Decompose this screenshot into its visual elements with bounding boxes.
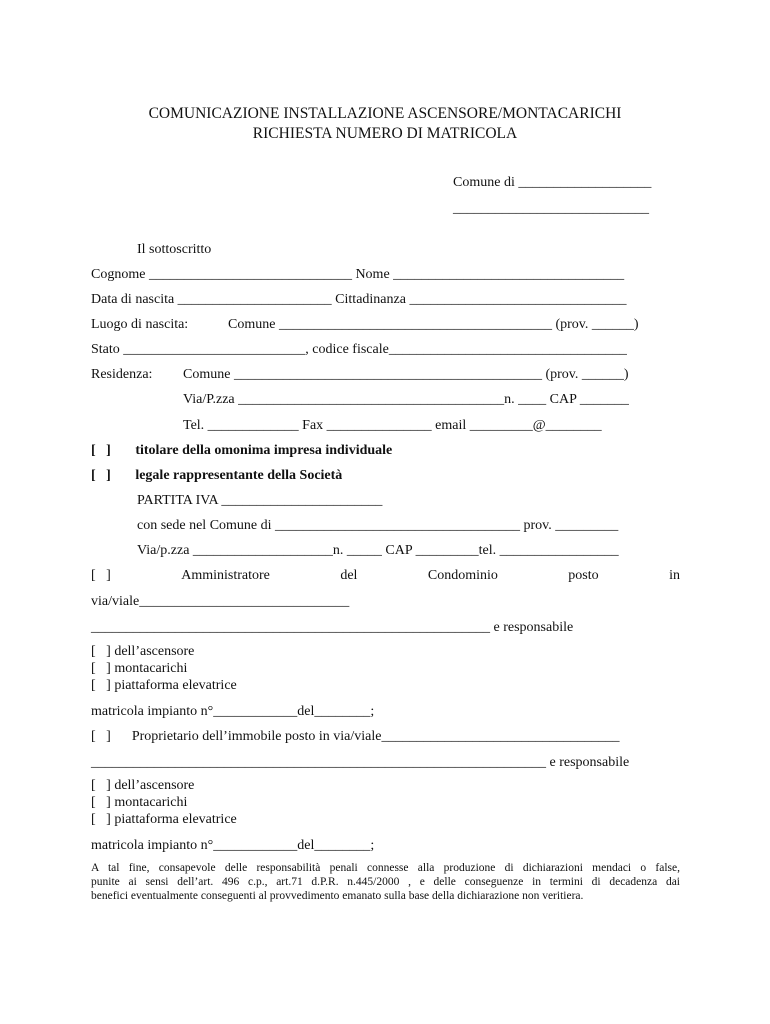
residenza-tel-field[interactable]: Tel. _____________ Fax _______________ email _________@________ bbox=[183, 418, 602, 433]
amm-word-2: Amministratore bbox=[181, 568, 270, 583]
piattaforma-checkbox-2[interactable]: [ ] piattaforma elevatrice bbox=[91, 812, 237, 827]
stato-cf-field[interactable]: Stato __________________________, codice fiscale__________________________________ bbox=[91, 342, 627, 357]
amm-responsabile-field[interactable]: _________________________________________________________ e responsabile bbox=[91, 620, 574, 635]
amministratore-checkbox[interactable] bbox=[91, 568, 680, 584]
luogo-nascita-label: Luogo di nascita: bbox=[91, 317, 189, 332]
sede-field[interactable]: con sede nel Comune di ___________________________________ prov. _________ bbox=[137, 518, 619, 533]
proprietario-responsabile-field[interactable]: _________________________________________________________________ e responsabile bbox=[91, 755, 630, 770]
comune-field[interactable]: Comune di ___________________ bbox=[453, 175, 652, 190]
ascensore-checkbox-2[interactable]: [ ] dell’ascensore bbox=[91, 778, 195, 793]
cognome-nome-field[interactable]: Cognome _____________________________ Nome _________________________________ bbox=[91, 267, 625, 282]
residenza-via-field[interactable]: Via/P.zza ______________________________________n. ____ CAP _______ bbox=[183, 392, 629, 407]
intro-text: Il sottoscritto bbox=[137, 242, 212, 257]
amm-word-5: posto bbox=[568, 568, 599, 583]
note-line-3: benefici eventualmente conseguenti al provvedimento emanato sulla base della dichiarazione non veritiera. bbox=[91, 890, 584, 902]
declaration-note bbox=[91, 861, 680, 903]
luogo-comune-field[interactable]: Comune _______________________________________ (prov. ______) bbox=[228, 317, 639, 332]
residenza-label: Residenza: bbox=[91, 367, 153, 382]
amm-word-1: [ ] bbox=[91, 568, 111, 583]
partita-iva-field[interactable]: PARTITA IVA _______________________ bbox=[137, 493, 383, 508]
title-line-2: RICHIESTA NUMERO DI MATRICOLA bbox=[252, 125, 518, 142]
note-line-1: A tal fine, consapevole delle responsabilità penali connesse alla produzione di dichiarazioni mendaci o false, bbox=[91, 862, 680, 874]
matricola-field-2[interactable]: matricola impianto n°____________del________; bbox=[91, 838, 375, 853]
sede-via-field[interactable]: Via/p.zza ____________________n. _____ CAP _________tel. _________________ bbox=[137, 543, 619, 558]
legale-checkbox[interactable]: [ ] legale rappresentante della Società bbox=[91, 468, 343, 483]
amm-word-4: Condominio bbox=[427, 568, 498, 583]
nascita-cittadinanza-field[interactable]: Data di nascita ______________________ Cittadinanza _______________________________ bbox=[91, 292, 627, 307]
amm-word-6: in bbox=[669, 568, 680, 583]
amm-word-3: del bbox=[340, 568, 358, 583]
comune-blank-field[interactable]: ____________________________ bbox=[453, 201, 649, 216]
residenza-comune-field[interactable]: Comune ____________________________________________ (prov. ______) bbox=[183, 367, 629, 382]
matricola-field-1[interactable]: matricola impianto n°____________del________; bbox=[91, 704, 375, 719]
piattaforma-checkbox-1[interactable]: [ ] piattaforma elevatrice bbox=[91, 678, 237, 693]
ascensore-checkbox-1[interactable]: [ ] dell’ascensore bbox=[91, 644, 195, 659]
note-line-2: punite ai sensi dell’art. 496 c.p., art.71 d.P.R. n.445/2000 , e delle conseguenze in termini di decadenza dai bbox=[91, 876, 680, 888]
titolare-checkbox[interactable]: [ ] titolare della omonima impresa individuale bbox=[91, 443, 393, 458]
amm-via-field[interactable]: via/viale______________________________ bbox=[91, 594, 350, 609]
title-line-1: COMUNICAZIONE INSTALLAZIONE ASCENSORE/MONTACARICHI bbox=[148, 105, 622, 122]
montacarichi-checkbox-2[interactable]: [ ] montacarichi bbox=[91, 795, 188, 810]
montacarichi-checkbox-1[interactable]: [ ] montacarichi bbox=[91, 661, 188, 676]
proprietario-checkbox[interactable]: [ ] Proprietario dell’immobile posto in via/viale__________________________________ bbox=[91, 729, 620, 744]
